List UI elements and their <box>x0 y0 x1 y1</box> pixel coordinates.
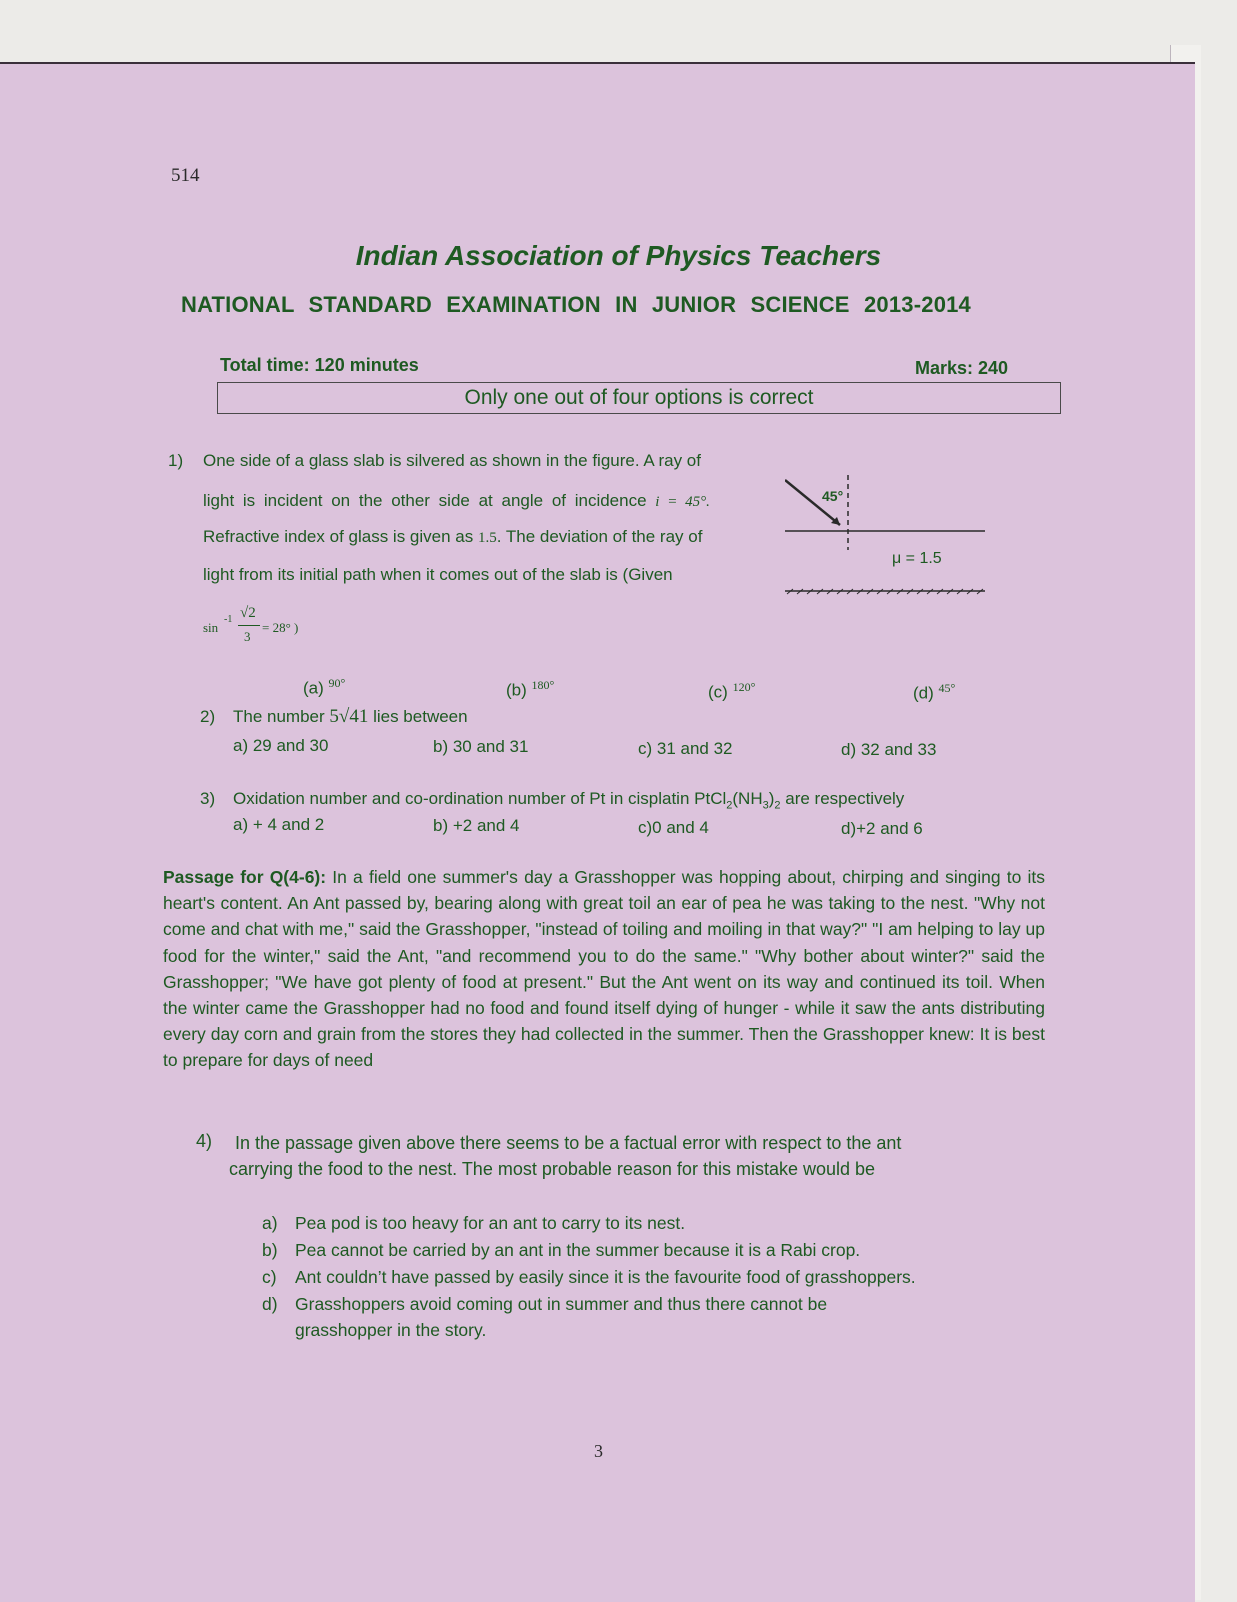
q4-option-b-letter: b) <box>262 1240 278 1260</box>
q4-option-a: Pea pod is too heavy for an ant to carry to its nest. <box>295 1213 686 1233</box>
q1-option-c <box>708 680 755 703</box>
q2-option-c: c) 31 and 32 <box>638 739 733 758</box>
exam-title: NATIONAL STANDARD EXAMINATION IN JUNIOR SCIENCE 2013-2014 <box>181 292 971 317</box>
q4-line1: In the passage given above there seems to be a factual error with respect to the ant <box>235 1133 902 1153</box>
q2-number: 2) <box>200 707 216 726</box>
q1-option-a <box>303 676 345 699</box>
q2-option-a: a) 29 and 30 <box>233 736 329 755</box>
passage-label: Passage for Q(4-6): <box>163 867 327 887</box>
q1-line3 <box>203 527 702 548</box>
q1-line1: One side of a glass slab is silvered as shown in the figure. A ray of <box>203 451 701 470</box>
given-numerator: √2 <box>240 605 256 621</box>
total-time: Total time: 120 minutes <box>220 355 419 375</box>
q4-option-c: Ant couldn’t have passed by easily since it is the favourite food of grasshoppers. <box>295 1267 916 1287</box>
given-fraction-bar <box>238 625 260 626</box>
q1-option-c-value: 120° <box>732 680 756 694</box>
page-number: 514 <box>171 165 200 186</box>
q1-option-b <box>506 678 554 701</box>
q4-option-b: Pea cannot be carried by an ant in the summer because it is a Rabi crop. <box>295 1240 861 1260</box>
q1-line2-text: light is incident on the other side at angle of incidence <box>203 491 647 510</box>
q1-given-formula <box>203 605 333 647</box>
q4-option-a-letter: a) <box>262 1213 278 1233</box>
q3-text-a: Oxidation number and co-ordination number of Pt in cisplatin PtCl <box>233 789 727 808</box>
q1-option-a-value: 90° <box>328 676 346 690</box>
q2-option-d: d) 32 and 33 <box>841 740 937 759</box>
instruction-box: Only one out of four options is correct <box>217 382 1061 414</box>
q1-line2 <box>203 491 710 512</box>
q3-sub-1: 2 <box>726 799 733 812</box>
q1-option-d-value: 45° <box>938 681 956 695</box>
q3-number: 3) <box>200 789 216 808</box>
q2-math: 5√41 <box>329 706 369 727</box>
q1-line3-text: Refractive index of glass is given as <box>203 527 474 546</box>
q1-index-math: 1.5 <box>477 530 497 546</box>
q3-option-b: b) +2 and 4 <box>433 816 520 835</box>
figure-angle-label: 45° <box>822 488 844 504</box>
q1-line4: light from its initial path when it comes out of the slab is (Given <box>203 565 673 584</box>
slab-figure <box>785 470 985 615</box>
q3-text-b: (NH <box>732 789 763 808</box>
q2-text <box>233 707 468 727</box>
slab-diagram <box>785 470 985 610</box>
given-sin: sin <box>203 620 219 635</box>
q1-line3-text-end: . The deviation of the ray of <box>496 527 703 546</box>
figure-mu-label: μ = 1.5 <box>892 550 942 567</box>
org-title: Indian Association of Physics Teachers <box>355 240 882 271</box>
q1-option-a-letter: (a) <box>303 678 324 698</box>
q3-sub-2: 3 <box>762 799 769 812</box>
q1-option-c-letter: (c) <box>708 682 728 702</box>
q4-line2: carrying the food to the nest. The most probable reason for this mistake would be <box>229 1159 876 1179</box>
q3-text-d: are respectively <box>780 789 905 808</box>
q2-option-b: b) 30 and 31 <box>433 737 529 756</box>
q3-text-c: ) <box>768 789 775 808</box>
given-inverse: -1 <box>224 614 233 625</box>
q1-option-d <box>913 681 955 704</box>
passage <box>163 864 1045 1074</box>
total-marks: Marks: 240 <box>915 358 1009 378</box>
q3-option-d: d)+2 and 6 <box>841 819 923 838</box>
q2-text-end: lies between <box>373 707 468 726</box>
q3-option-c: c)0 and 4 <box>638 818 709 837</box>
q1-number: 1) <box>168 451 184 470</box>
q1-angle-math: i = 45°. <box>655 494 710 510</box>
given-result: = 28° ) <box>262 620 299 635</box>
footer-page-number: 3 <box>594 1441 603 1461</box>
q4-number: 4) <box>196 1131 213 1151</box>
q4-option-d: Grasshoppers avoid coming out in summer and thus there cannot be <box>295 1294 828 1314</box>
q3-sub-3: 2 <box>774 799 781 812</box>
given-denominator: 3 <box>244 629 251 644</box>
q3-option-a: a) + 4 and 2 <box>233 815 325 834</box>
q4-option-c-letter: c) <box>262 1267 277 1287</box>
passage-text: In a field one summer's day a Grasshopper was hopping about, chirping and singing to its heart's content. An Ant passed by, bearing along with great toil an ear of pea he was taking to the nest. "Why not come and chat with me," said the Grasshopper, "instead of toiling and moiling in that way?" "I am helping to lay up food for the winter," said the Ant, "and recommend you to do the same." "Why bother about winter?" said the Grasshopper; "We have got plenty of food at present." But the Ant went on its way and continued its toil. When the winter came the Grasshopper had no food and found itself dying of hunger - while it saw the ants distributing every day corn and grain from the stores they had collected in the summer. Then the Grasshopper knew: It is best to prepare for days of need <box>163 867 1045 1071</box>
q3-text <box>233 789 904 815</box>
q4-option-d-continued: grasshopper in the story. <box>295 1320 487 1340</box>
q1-option-b-value: 180° <box>531 678 555 692</box>
q2-text-start: The number <box>233 707 325 726</box>
q4-option-d-letter: d) <box>262 1294 278 1314</box>
q1-option-d-letter: (d) <box>913 683 934 703</box>
q1-option-b-letter: (b) <box>506 680 527 700</box>
